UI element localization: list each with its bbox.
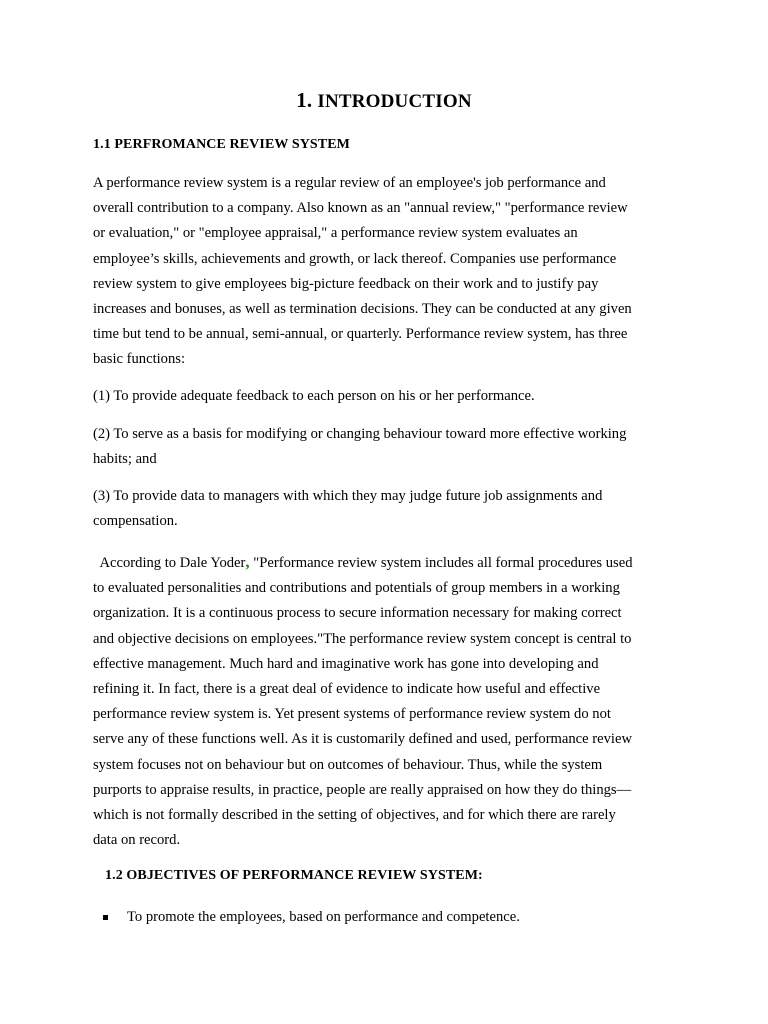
paragraph-line: overall contribution to a company. Also known as an "annual review," "performance review: [93, 200, 628, 217]
title-number: 1.: [296, 88, 313, 112]
function-item-3: [93, 484, 673, 534]
quote-line: serve any of these functions well. As it is customarily defined and used, performance review: [93, 731, 632, 748]
function-line: habits; and: [93, 451, 157, 468]
quote-line: data on record.: [93, 832, 181, 849]
function-line: compensation.: [93, 513, 178, 530]
function-item-1: [93, 384, 673, 409]
objectives-list: [100, 905, 520, 930]
paragraph-line: increases and bonuses, as well as termination decisions. They can be conducted at any given: [93, 301, 632, 318]
quote-line: organization. It is a continuous process to secure information necessary for making correct: [93, 605, 622, 622]
quote-first-line: [93, 549, 673, 576]
section-1-1-heading: 1.1 PERFROMANCE REVIEW SYSTEM: [93, 137, 350, 152]
quote-comma: ,: [245, 552, 250, 571]
paragraph-line: time but tend to be annual, semi-annual, or quarterly. Performance review system, has three: [93, 326, 628, 343]
function-line: (2) To serve as a basis for modifying or changing behaviour toward more effective working: [93, 426, 627, 442]
square-bullet-icon: [103, 915, 108, 920]
title-text: INTRODUCTION: [317, 91, 472, 112]
paragraph-line: employee’s skills, achievements and growth, or lack thereof. Companies use performance: [93, 250, 617, 267]
quote-first-line-start: According to Dale Yoder: [93, 555, 246, 571]
paragraph-line: or evaluation," or "employee appraisal," a performance review system evaluates an: [93, 225, 578, 242]
quote-line: system focuses not on behaviour but on outcomes of behaviour. Thus, while the system: [93, 756, 603, 773]
objective-text: To promote the employees, based on performance and competence.: [127, 909, 520, 925]
quote-first-line-end: "Performance review system includes all formal procedures used: [249, 555, 633, 571]
quote-line: effective management. Much hard and imaginative work has gone into developing and: [93, 655, 599, 672]
quote-line: and objective decisions on employees."The performance review system concept is central to: [93, 630, 632, 647]
section-1-1-paragraph: [93, 171, 673, 373]
function-line: (3) To provide data to managers with which they may judge future job assignments and: [93, 488, 603, 504]
paragraph-line: basic functions:: [93, 351, 186, 368]
quote-line: which is not formally described in the setting of objectives, and for which there are rarely: [93, 807, 616, 824]
page-title: [0, 88, 768, 113]
quote-line: to evaluated personalities and contributions and potentials of group members in a working: [93, 580, 620, 597]
quote-line: performance review system is. Yet present systems of performance review system do not: [93, 706, 611, 723]
function-line: (1) To provide adequate feedback to each person on his or her performance.: [93, 388, 535, 404]
paragraph-line: A performance review system is a regular review of an employee's job performance and: [93, 175, 606, 191]
dale-yoder-quote-paragraph: [93, 549, 673, 853]
function-item-2: [93, 422, 673, 472]
quote-line: refining it. In fact, there is a great deal of evidence to indicate how useful and effective: [93, 681, 601, 698]
list-item: [100, 905, 520, 930]
section-1-2-heading: 1.2 OBJECTIVES OF PERFORMANCE REVIEW SYSTEM:: [105, 868, 483, 883]
quote-line: purports to appraise results, in practice, people are really appraised on how they do things—: [93, 781, 632, 798]
paragraph-line: review system to give employees big-picture feedback on their work and to justify pay: [93, 275, 599, 292]
